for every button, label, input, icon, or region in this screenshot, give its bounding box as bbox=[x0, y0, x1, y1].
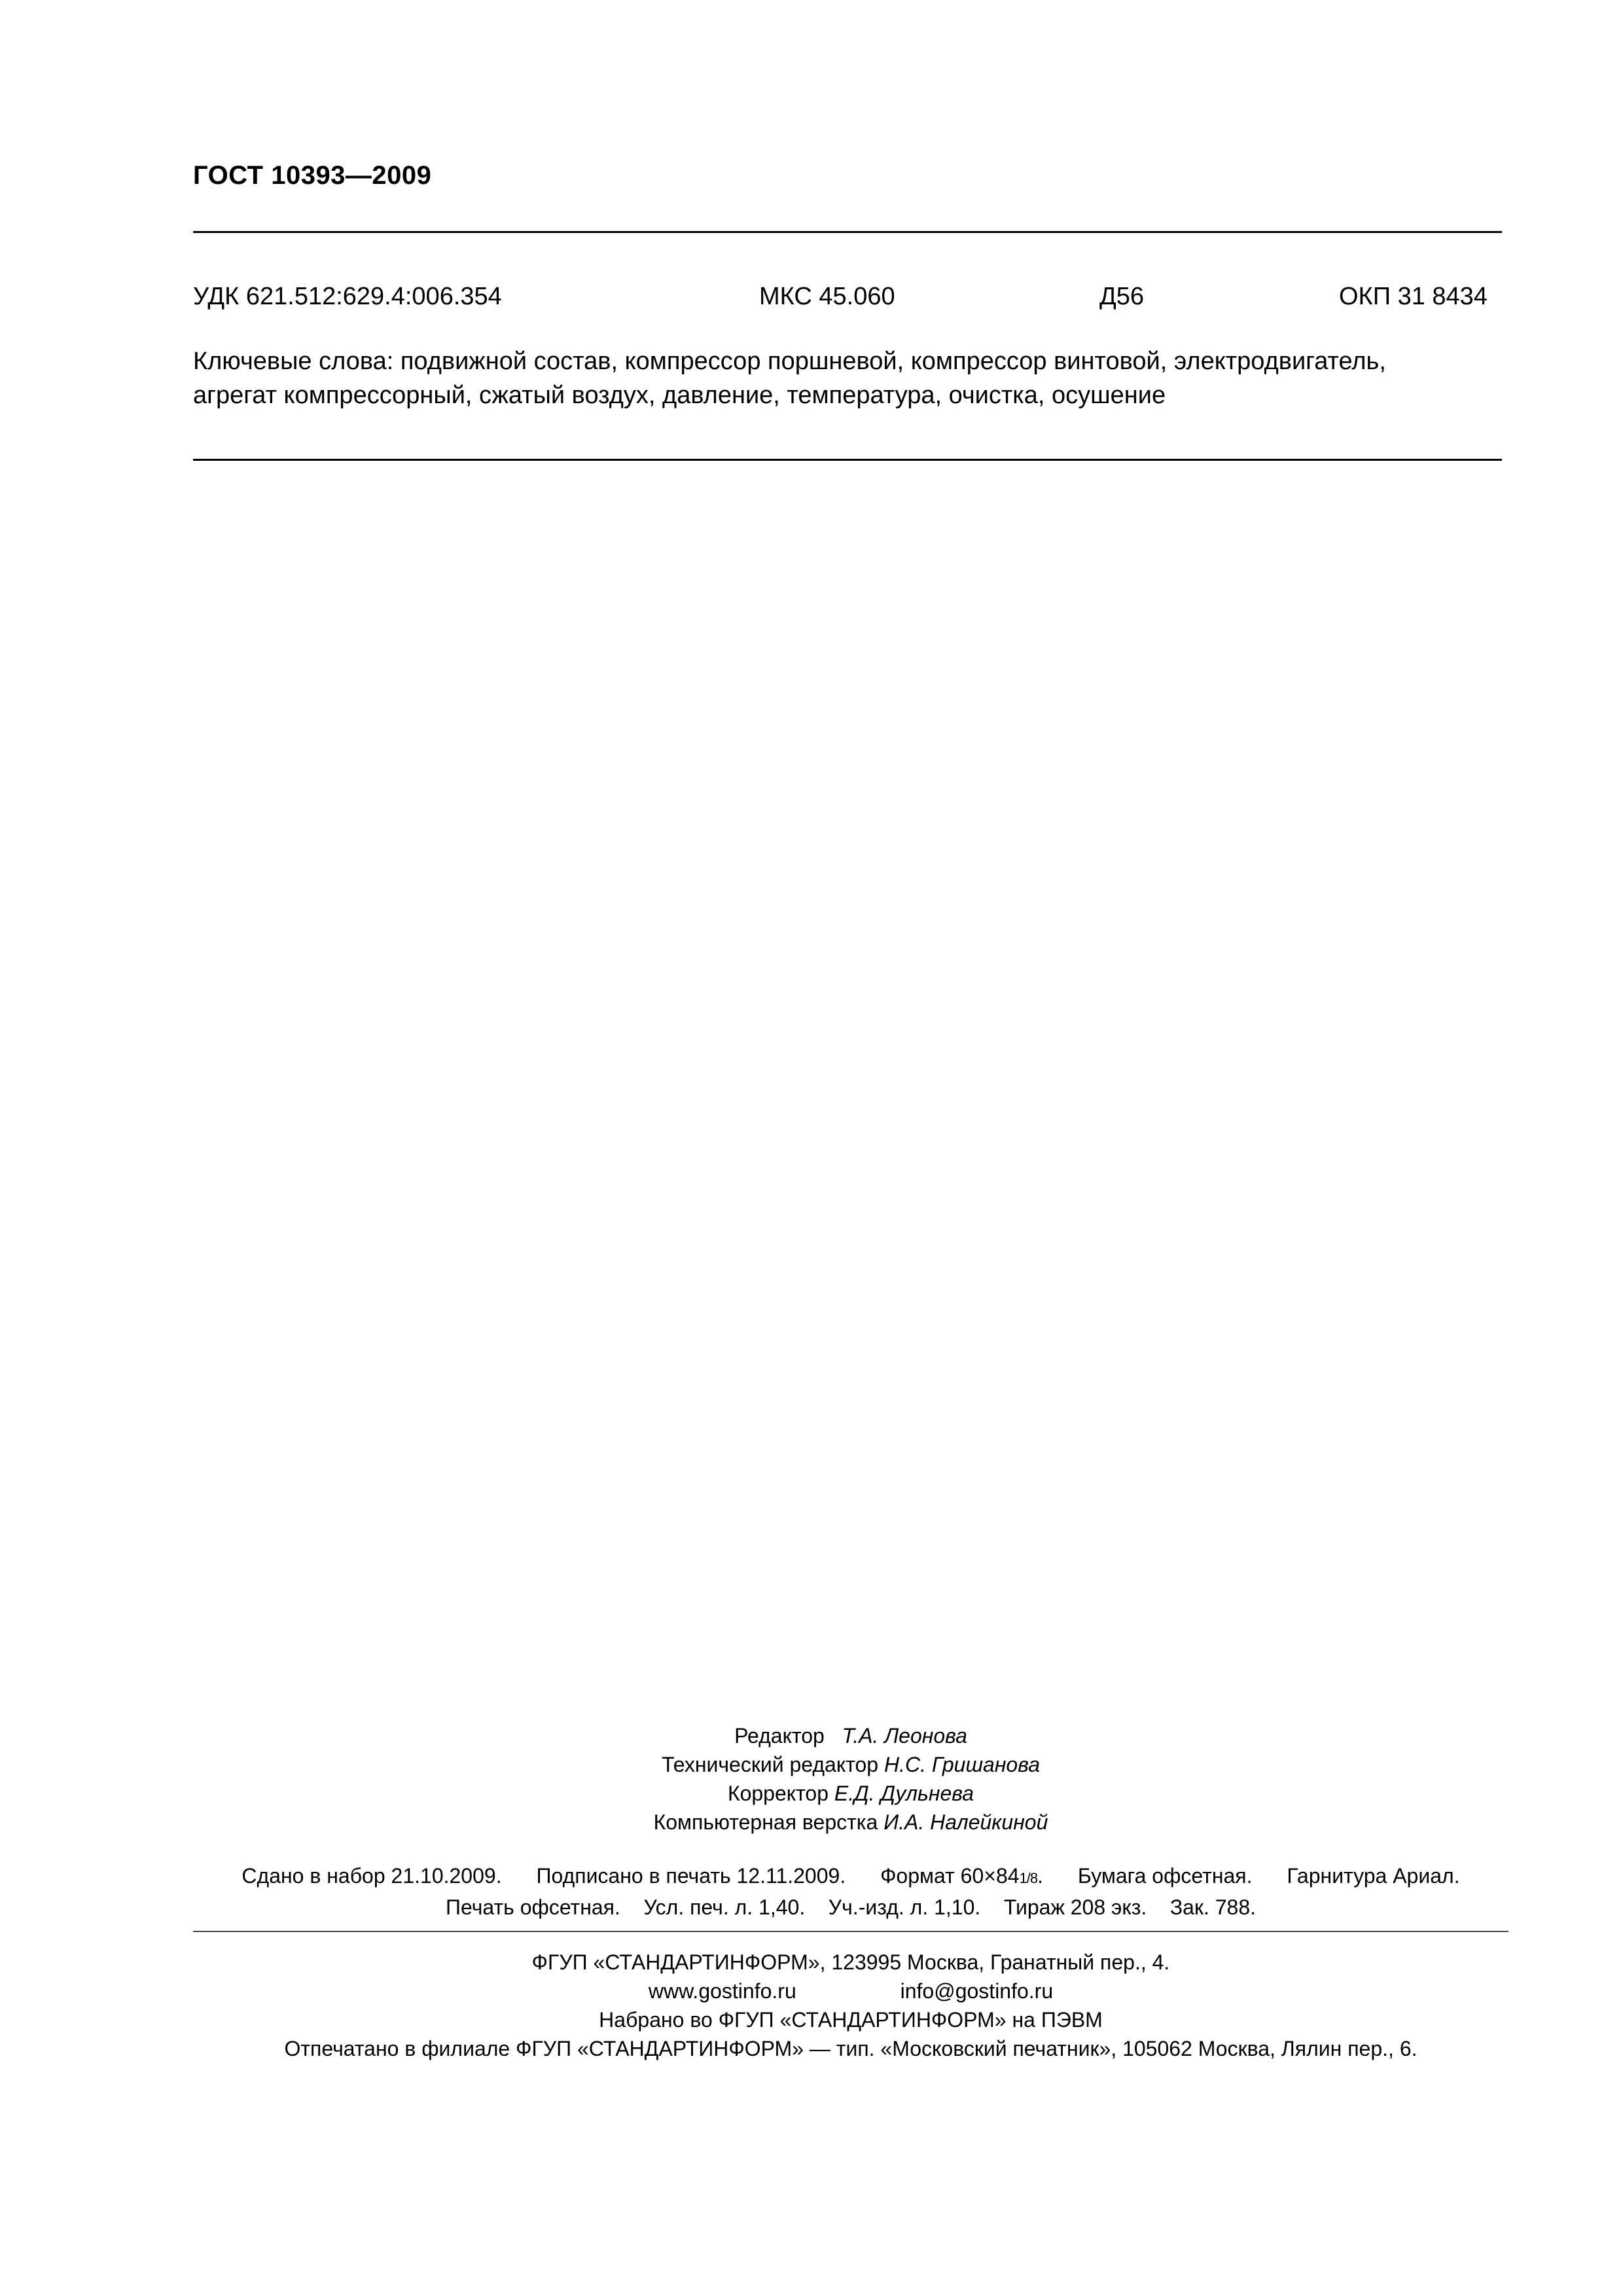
credit-tech-editor bbox=[193, 1750, 1508, 1779]
print-sheets: Усл. печ. л. 1,40. bbox=[643, 1895, 806, 1919]
top-divider bbox=[193, 231, 1502, 233]
okp-code: ОКП 31 8434 bbox=[1339, 283, 1488, 310]
tech-editor-name: Н.С. Гришанова bbox=[883, 1753, 1041, 1776]
udk-code: УДК 621.512:629.4:006.354 bbox=[193, 283, 502, 310]
credit-editor bbox=[193, 1721, 1508, 1750]
format-fraction: 1/8 bbox=[1019, 1870, 1038, 1886]
format-prefix: Формат 60×84 bbox=[880, 1864, 1020, 1888]
publisher-website: www.gostinfo.ru bbox=[648, 1979, 796, 2003]
print-type: Печать офсетная. bbox=[445, 1895, 620, 1919]
keywords-block bbox=[193, 344, 1508, 412]
print-info-line-2 bbox=[193, 1893, 1508, 1922]
signed-date: Подписано в печать 12.11.2009. bbox=[536, 1864, 846, 1888]
paper-type: Бумага офсетная. bbox=[1077, 1864, 1253, 1888]
middle-divider bbox=[193, 459, 1502, 461]
corrector-role: Корректор bbox=[727, 1782, 829, 1805]
print-info-block bbox=[193, 1861, 1508, 1922]
publisher-block bbox=[193, 1948, 1508, 2063]
d-code: Д56 bbox=[1099, 283, 1145, 310]
format-suffix: . bbox=[1037, 1864, 1044, 1888]
layout-role: Компьютерная верстка bbox=[653, 1810, 878, 1834]
circulation: Тираж 208 экз. bbox=[1003, 1895, 1147, 1919]
publisher-sheets: Уч.-изд. л. 1,10. bbox=[828, 1895, 981, 1919]
corrector-name: Е.Д. Дульнева bbox=[834, 1782, 974, 1805]
credits-block bbox=[193, 1721, 1508, 1837]
editor-name: Т.А. Леонова bbox=[842, 1724, 967, 1748]
typeface: Гарнитура Ариал. bbox=[1287, 1864, 1460, 1888]
publisher-email: info@gostinfo.ru bbox=[900, 1979, 1054, 2003]
mks-code: МКС 45.060 bbox=[759, 283, 895, 310]
typeset-info: Набрано во ФГУП «СТАНДАРТИНФОРМ» на ПЭВМ bbox=[599, 2008, 1103, 2032]
submitted-date: Сдано в набор 21.10.2009. bbox=[241, 1864, 502, 1888]
credit-corrector bbox=[193, 1779, 1508, 1808]
credit-layout bbox=[193, 1808, 1508, 1837]
tech-editor-role: Технический редактор bbox=[661, 1753, 879, 1776]
print-info-line-1 bbox=[193, 1861, 1508, 1893]
layout-name: И.А. Налейкиной bbox=[883, 1810, 1048, 1834]
publisher-contacts bbox=[193, 1977, 1508, 2005]
printed-info: Отпечатано в филиале ФГУП «СТАНДАРТИНФОРМ» — тип. «Московский печатник», 105062 Москва, Лялин пер., 6. bbox=[284, 2037, 1418, 2060]
keywords-line-2: агрегат компрессорный, сжатый воздух, давление, температура, очистка, осушение bbox=[193, 382, 1166, 409]
bottom-divider bbox=[193, 1931, 1508, 1932]
publisher-address: ФГУП «СТАНДАРТИНФОРМ», 123995 Москва, Гранатный пер., 4. bbox=[531, 1950, 1170, 1974]
editor-role: Редактор bbox=[734, 1724, 825, 1748]
keywords-line-1: Ключевые слова: подвижной состав, компрессор поршневой, компрессор винтовой, электродвигатель, bbox=[193, 348, 1386, 375]
order-number: Зак. 788. bbox=[1169, 1895, 1257, 1919]
document-number: ГОСТ 10393—2009 bbox=[193, 161, 432, 190]
